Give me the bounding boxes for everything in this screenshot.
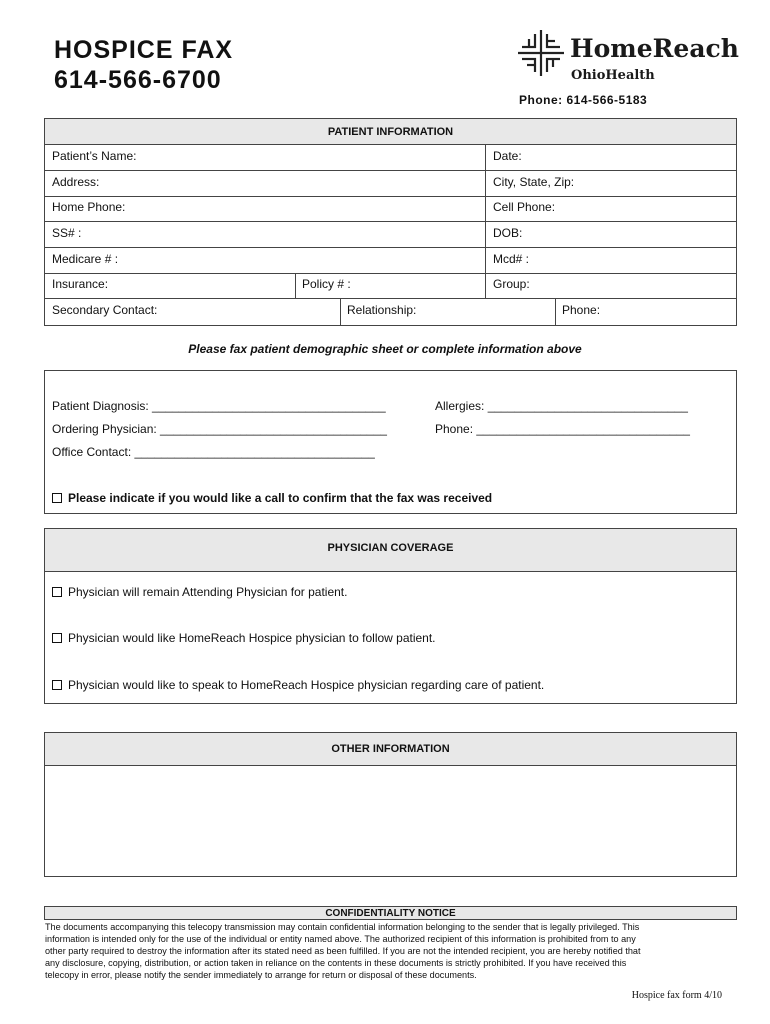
checkbox-icon[interactable]	[52, 587, 62, 597]
office-contact-field: Office Contact: ____________________________________	[52, 445, 375, 459]
coverage-option-label: Physician would like to speak to HomeReach Hospice physician regarding care of patient.	[68, 678, 545, 692]
coverage-option[interactable]	[52, 585, 347, 599]
confidentiality-heading: CONFIDENTIALITY NOTICE	[44, 906, 737, 920]
physician-phone-field: Phone: ________________________________	[435, 422, 690, 436]
cell-phone-label: Cell Phone:	[493, 200, 556, 214]
confidentiality-line: any disclosure, copying, distribution, or action taken in reliance on the contents in these documents is strictly prohibited. If you have received this	[45, 958, 627, 968]
confidentiality-text	[45, 921, 735, 981]
patient-info-table	[44, 118, 737, 326]
coverage-option[interactable]	[52, 678, 544, 692]
relationship-label: Relationship:	[347, 303, 417, 317]
ssn-label: SS# :	[52, 226, 82, 240]
confidentiality-line: information is intended only for the use of the individual or entity named above. The authorized recipient of this information is prohibited from to any	[45, 934, 636, 944]
ordering-physician-field: Ordering Physician: __________________________________	[52, 422, 387, 436]
home-phone-label: Home Phone:	[52, 200, 126, 214]
fax-title: HOSPICE FAX	[54, 36, 234, 64]
fax-instruction: Please fax patient demographic sheet or complete information above	[188, 342, 582, 356]
date-label: Date:	[493, 149, 522, 163]
brand-name: HomeReach	[570, 34, 739, 63]
confirm-call-label: Please indicate if you would like a call to confirm that the fax was received	[68, 491, 493, 505]
confidentiality-line: other party required to destroy the information after its stated need as been fulfilled. If you are not the intended recipient, you are hereby notified that	[45, 946, 641, 956]
fax-number: 614-566-6700	[54, 66, 222, 94]
mcd-label: Mcd# :	[493, 252, 530, 266]
group-label: Group:	[493, 277, 530, 291]
confirm-call-option[interactable]	[52, 491, 492, 505]
confidentiality-line: The documents accompanying this telecopy transmission may contain confidential information belonging to the sender that is legally privileged. This	[45, 922, 640, 932]
medicare-label: Medicare # :	[52, 252, 119, 266]
form-footer: Hospice fax form 4/10	[631, 990, 722, 1001]
address-label: Address:	[52, 175, 100, 189]
coverage-option[interactable]	[52, 631, 436, 645]
other-info-heading: OTHER INFORMATION	[45, 733, 736, 765]
policy-label: Policy # :	[302, 277, 351, 291]
checkbox-icon[interactable]	[52, 493, 62, 503]
dob-label: DOB:	[493, 226, 523, 240]
insurance-label: Insurance:	[52, 277, 109, 291]
physician-coverage-box	[44, 528, 737, 704]
physician-coverage-heading: PHYSICIAN COVERAGE	[45, 529, 736, 571]
city-state-zip-label: City, State, Zip:	[493, 175, 575, 189]
diagnosis-field: Patient Diagnosis: ___________________________________	[52, 399, 386, 413]
other-info-textarea[interactable]	[45, 766, 736, 876]
checkbox-icon[interactable]	[52, 633, 62, 643]
patient-info-heading: PATIENT INFORMATION	[45, 119, 736, 144]
brand-sub: OhioHealth	[571, 68, 655, 83]
other-info-box	[44, 732, 737, 877]
patient-name-label: Patient’s Name:	[52, 149, 137, 163]
secondary-phone-label: Phone:	[562, 303, 601, 317]
allergies-field: Allergies: ______________________________	[435, 399, 688, 413]
checkbox-icon[interactable]	[52, 680, 62, 690]
header-phone: Phone: 614-566-5183	[519, 93, 648, 107]
clinical-info-box	[44, 370, 737, 514]
confidentiality-line: telecopy in error, please notify the sender immediately to arrange for return or disposal of these documents.	[45, 970, 477, 980]
coverage-option-label: Physician would like HomeReach Hospice physician to follow patient.	[68, 631, 436, 645]
coverage-option-label: Physician will remain Attending Physician for patient.	[68, 585, 348, 599]
secondary-contact-label: Secondary Contact:	[52, 303, 158, 317]
homereach-logo-icon	[518, 30, 564, 76]
